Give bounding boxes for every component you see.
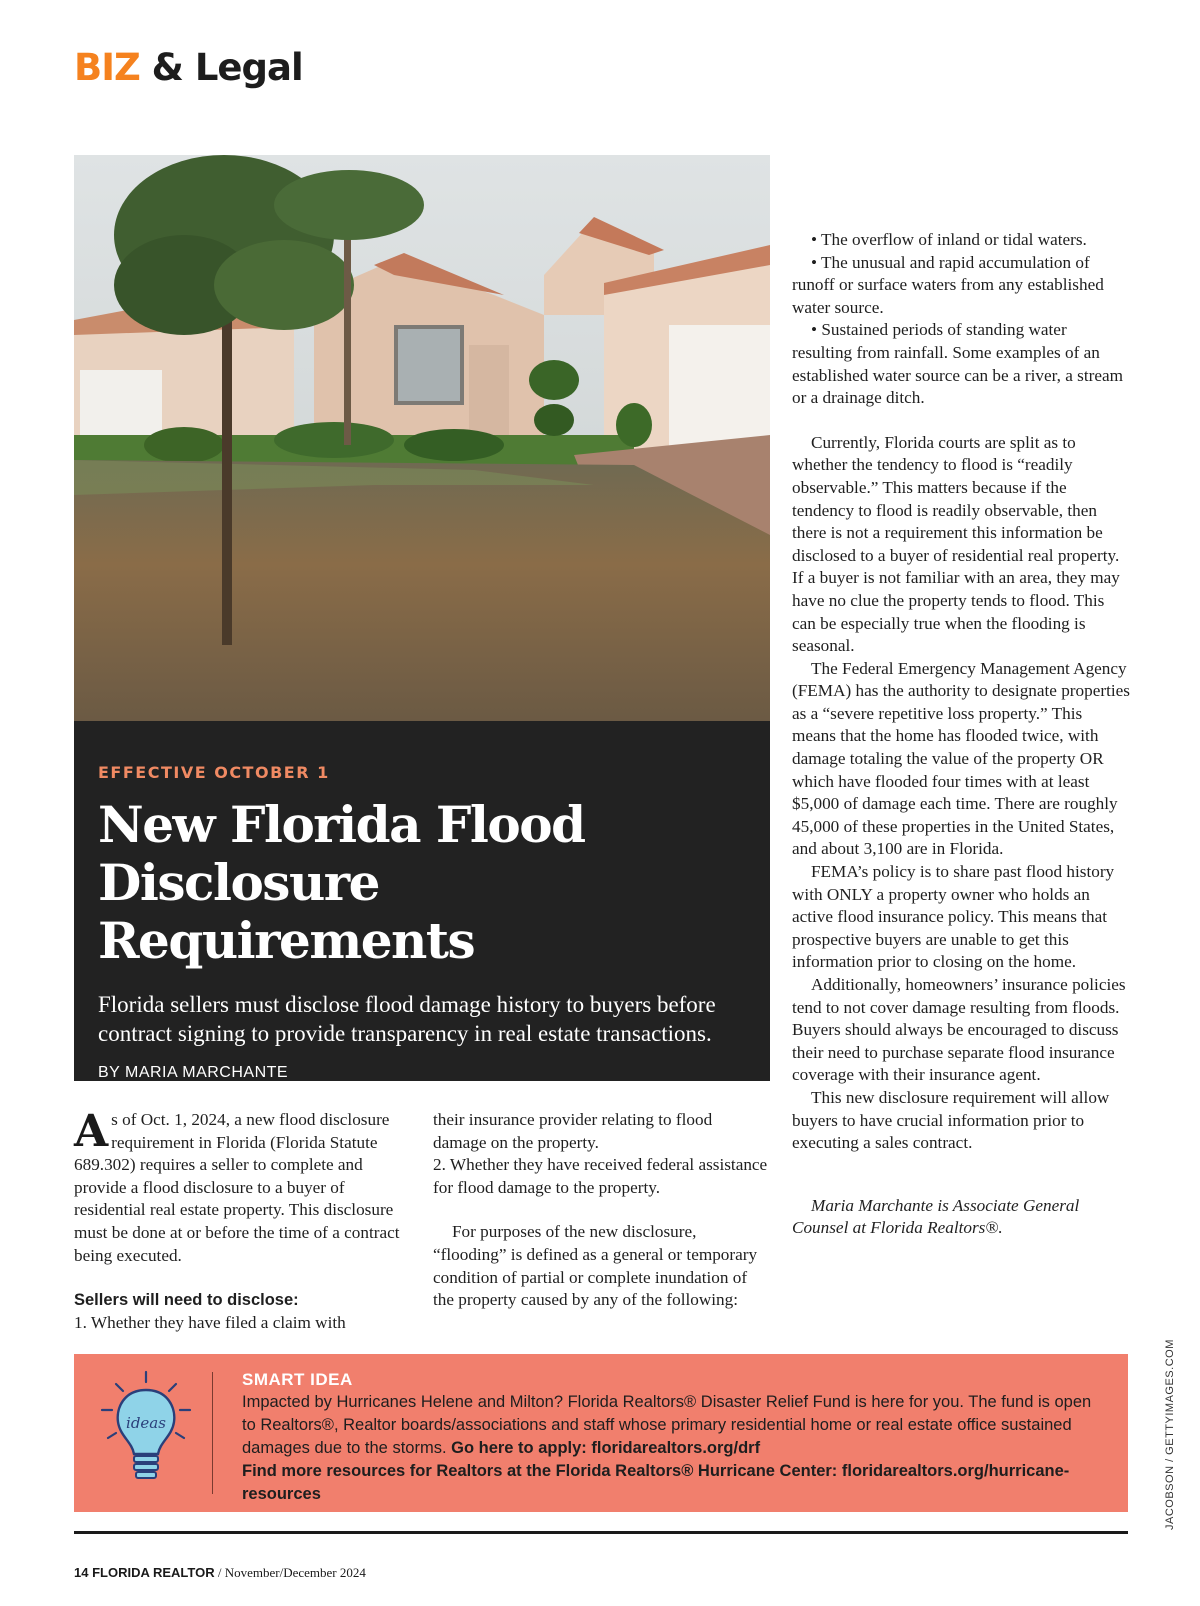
author-bio: Maria Marchante is Associate General Counsel at Florida Realtors®. bbox=[792, 1195, 1080, 1238]
smart-idea-content bbox=[242, 1368, 1102, 1506]
paragraph-courts: Currently, Florida courts are split as to whether the tendency to flood is “readily observable.” This matters because if the tendency to flood is readily observable, then there is not a requirement this information be disclosed to a buyer of residential real property. If a buyer is not familiar with an area, they may have no clue the property tends to flood. This can be especially true when the flooding is seasonal. bbox=[792, 432, 1120, 656]
list-item-1: 1. Whether they have filed a claim with bbox=[74, 1312, 346, 1332]
smart-idea-resources bbox=[242, 1460, 1102, 1506]
column-1 bbox=[74, 1106, 410, 1334]
headline-line-2: Disclosure Requirements bbox=[98, 853, 475, 970]
article-kicker: EFFECTIVE OCTOBER 1 bbox=[98, 763, 330, 782]
footer-issue: / November/December 2024 bbox=[214, 1565, 366, 1580]
column-3 bbox=[792, 229, 1130, 1240]
intro-text: s of Oct. 1, 2024, a new flood disclosure requirement in Florida (Florida Statute 689.302) requires a seller to complete and provide a flood disclosure to a buyer of residential real estate property. This disclosure must be done at or before the time of a contract being executed. bbox=[74, 1110, 400, 1265]
footer-page-magazine: 14 FLORIDA REALTOR bbox=[74, 1565, 215, 1580]
article-title-box bbox=[74, 721, 770, 1081]
smart-idea-body bbox=[242, 1391, 1102, 1460]
paragraph-conclusion: This new disclosure requirement will allow buyers to have crucial information prior to executing a sales contract. bbox=[792, 1087, 1110, 1153]
ideas-lightbulb-icon bbox=[94, 1366, 198, 1496]
paragraph-fema: The Federal Emergency Management Agency (FEMA) has the authority to designate properties as a “severe repetitive loss property.” This means that the home has flooded twice, with damage totaling the value of the property OR which have flooded four times with at least $5,000 of damage each time. There are roughly 45,000 of these properties in the United States, and about 3,100 are in Florida. bbox=[792, 658, 1130, 859]
photo-credit: JACOBSON / GETTYIMAGES.COM bbox=[1164, 1339, 1176, 1530]
article-headline bbox=[98, 796, 746, 970]
section-heading bbox=[74, 46, 303, 89]
bullet-1: • The overflow of inland or tidal waters. bbox=[811, 230, 1087, 249]
smart-idea-title: SMART IDEA bbox=[242, 1370, 353, 1389]
list-item-2: 2. Whether they have received federal assistance for flood damage to the property. bbox=[433, 1155, 768, 1197]
subhead-sellers: Sellers will need to disclose: bbox=[74, 1291, 299, 1310]
smart-idea-text: Impacted by Hurricanes Helene and Milton? Florida Realtors® Disaster Relief Fund is here for you. The fund is open to Realtors®, Realtor boards/associations and staff whose primary residential home or real estate office sustained damages due to the storms. bbox=[242, 1393, 1092, 1457]
headline-line-1: New Florida Flood bbox=[98, 795, 585, 854]
smart-idea-resources-link[interactable]: Find more resources for Realtors at the Florida Realtors® Hurricane Center: floridarealtors.org/hurricane-resources bbox=[242, 1462, 1070, 1503]
paragraph-fema-policy: FEMA’s policy is to share past flood history with ONLY a property owner who holds an active flood insurance policy. This means that prospective buyers are unable to get this information prior to closing on the home. bbox=[792, 862, 1115, 972]
flooded-house-photo bbox=[74, 155, 770, 721]
smart-idea-box bbox=[74, 1354, 1128, 1512]
page-footer bbox=[74, 1565, 366, 1581]
drop-cap: A bbox=[74, 1106, 109, 1157]
smart-idea-divider bbox=[212, 1372, 213, 1494]
bullet-2: • The unusual and rapid accumulation of runoff or surface waters from any established water source. bbox=[792, 252, 1104, 317]
bulb-label: ideas bbox=[126, 1414, 166, 1432]
paragraph-definition: For purposes of the new disclosure, “flooding” is defined as a general or temporary condition of partial or complete inundation of the property caused by any of the following: bbox=[433, 1222, 758, 1310]
paragraph-insurance: Additionally, homeowners’ insurance policies tend to not cover damage resulting from floods. Buyers should always be encouraged to discuss their need to purchase separate flood insurance coverage with their insurance agent. bbox=[792, 975, 1126, 1085]
bullet-3: • Sustained periods of standing water resulting from rainfall. Some examples of an established water source can be a river, a stream or a drainage ditch. bbox=[792, 320, 1123, 408]
list-item-1-cont: their insurance provider relating to flood damage on the property. bbox=[433, 1110, 713, 1152]
column-2 bbox=[433, 1109, 769, 1312]
paragraph-intro bbox=[74, 1106, 410, 1267]
footer-rule bbox=[74, 1531, 1128, 1534]
article-byline: BY MARIA MARCHANTE bbox=[98, 1064, 289, 1081]
smart-idea-apply-link[interactable]: Go here to apply: floridarealtors.org/drf bbox=[451, 1439, 761, 1457]
section-biz: BIZ bbox=[74, 46, 140, 89]
article-dek: Florida sellers must disclose flood damage history to buyers before contract signing to provide transparency in real estate transactions. bbox=[98, 992, 716, 1046]
section-legal: & Legal bbox=[139, 46, 303, 89]
